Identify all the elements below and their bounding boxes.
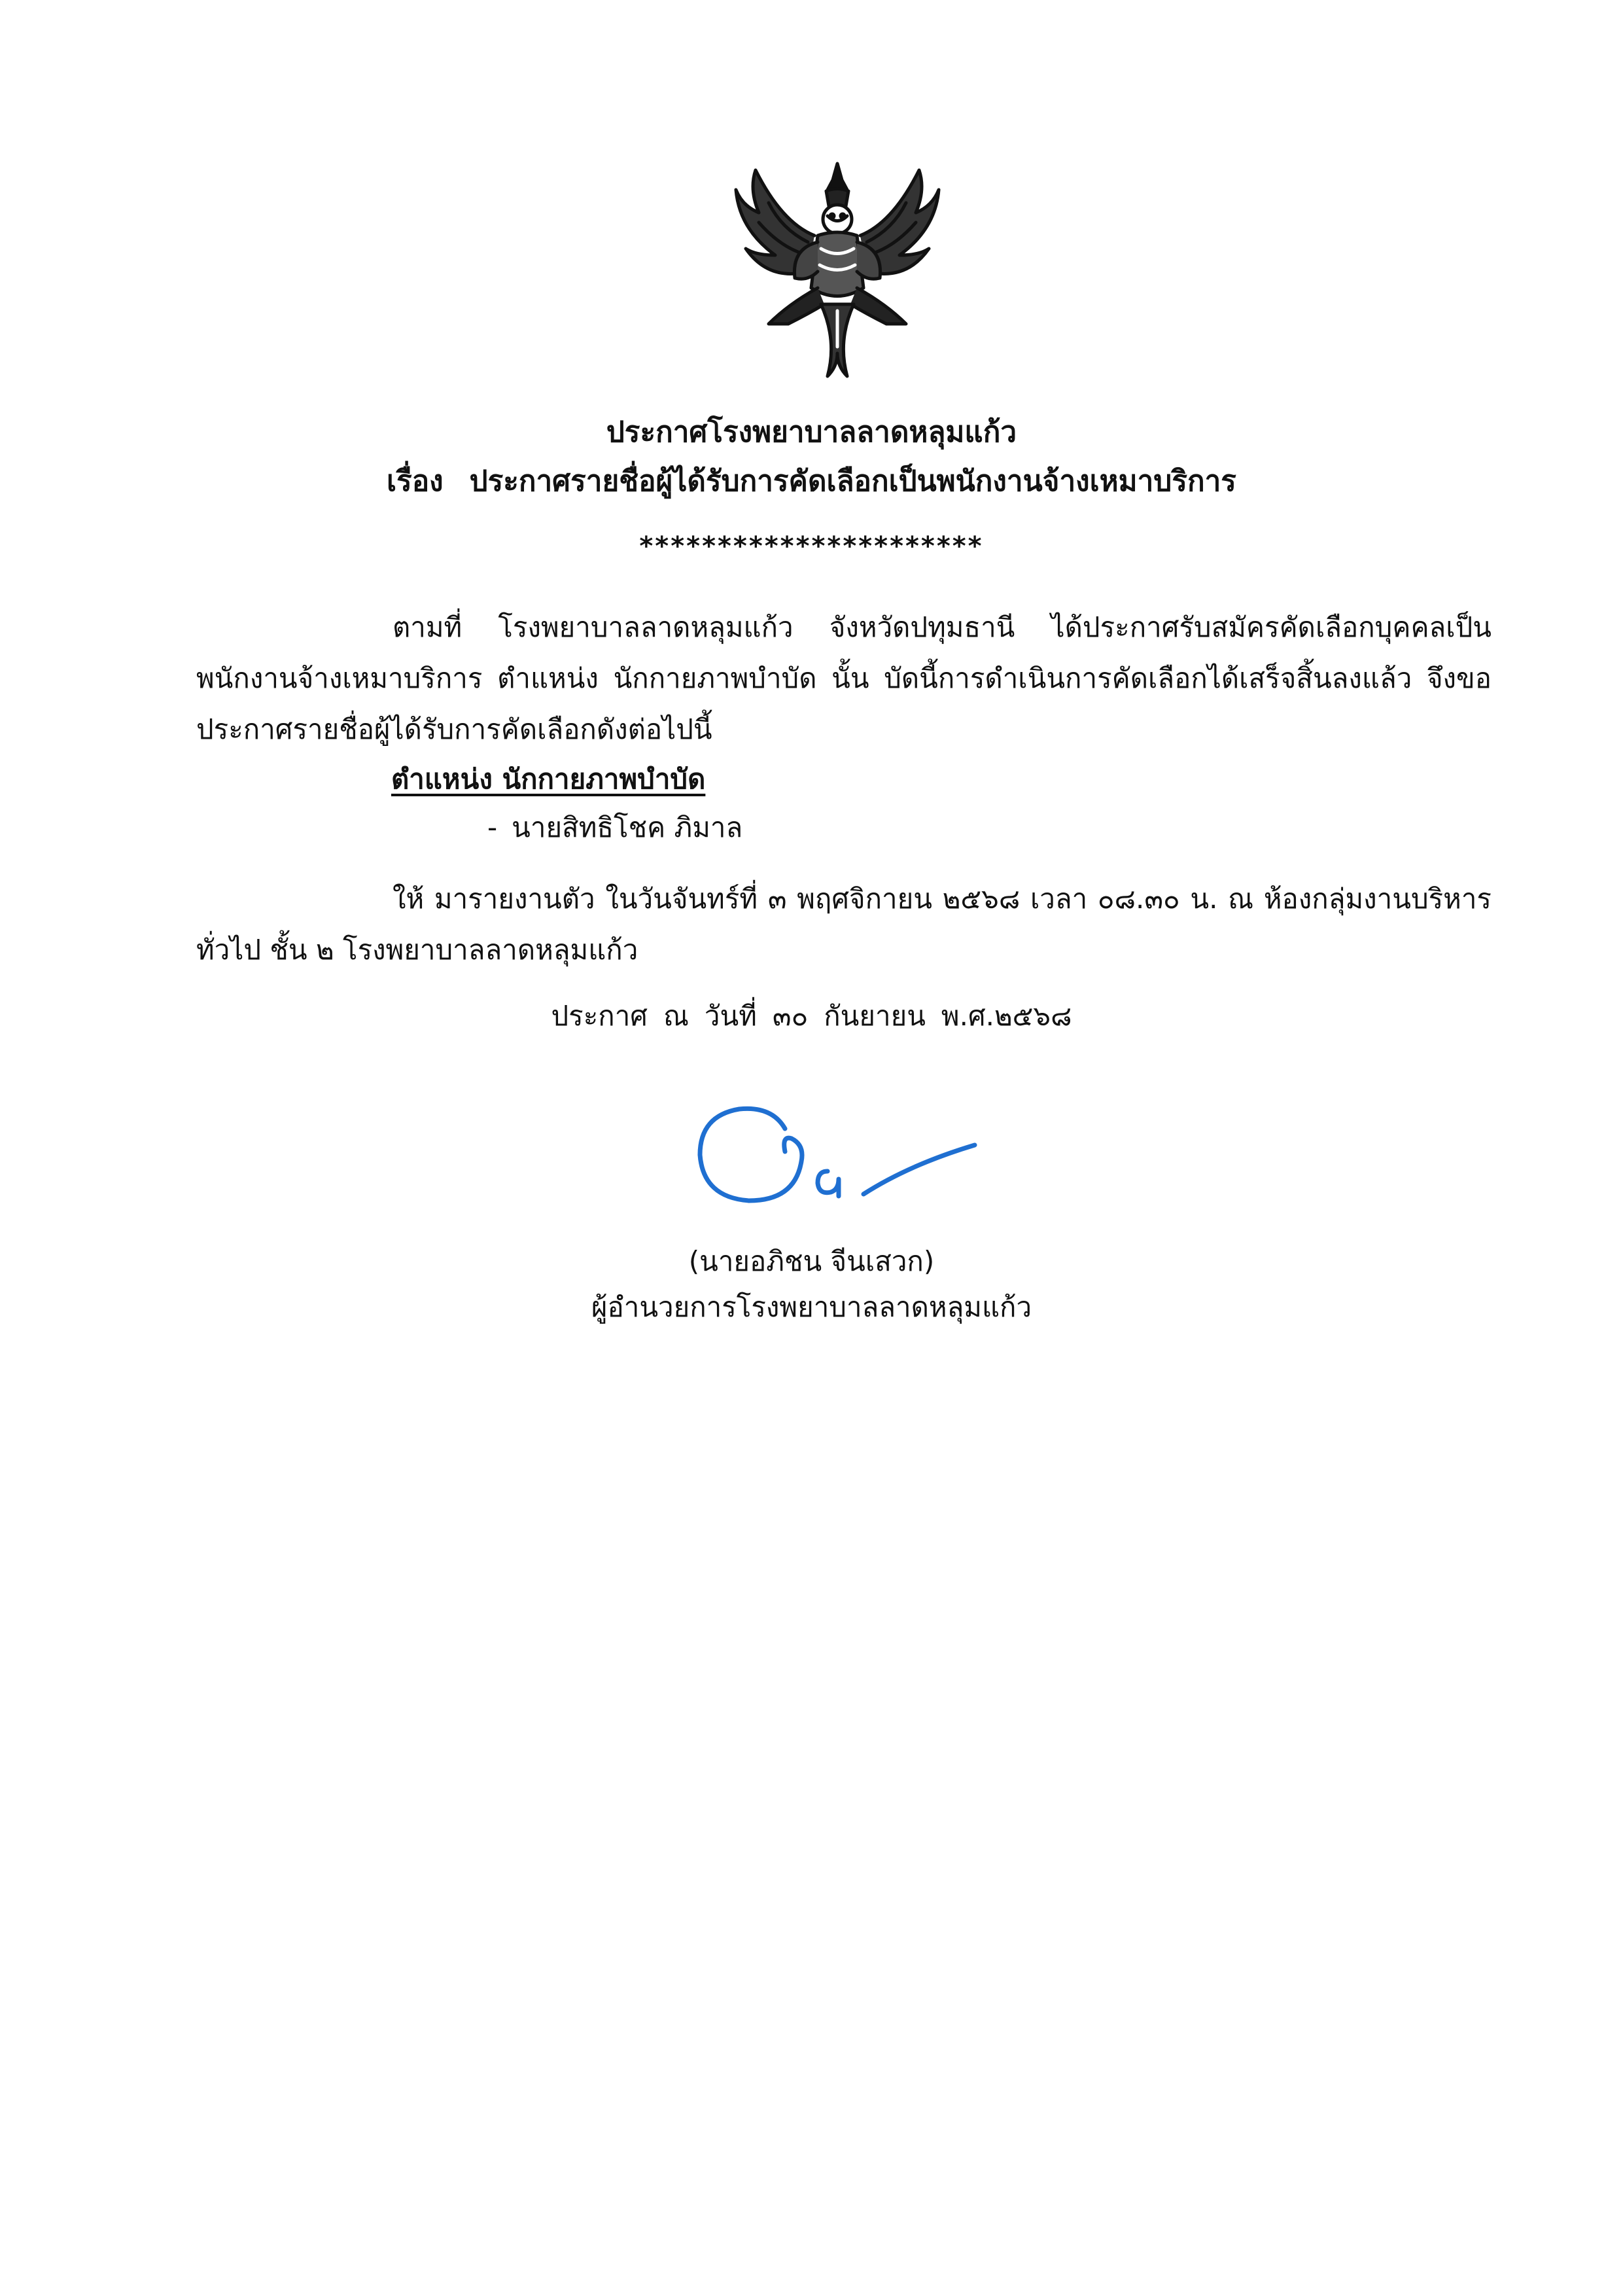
announcement-title: ประกาศโรงพยาบาลลาดหลุมแก้ว (606, 415, 1017, 449)
list-bullet: - (487, 811, 498, 843)
subject-text: ประกาศรายชื่อผู้ได้รับการคัดเลือกเป็นพนักงานจ้างเหมาบริการ (469, 465, 1236, 498)
position-heading: ตำแหน่ง นักกายภาพบำบัด (391, 763, 706, 795)
date-year: พ.ศ.๒๕๖๘ (941, 1000, 1072, 1032)
announce-at: ณ (663, 1000, 689, 1032)
subject-label: เรื่อง (387, 465, 444, 498)
date-day: ๓๐ (772, 1000, 809, 1032)
announce-prefix: ประกาศ (551, 1000, 648, 1032)
signer-title: ผู้อำนวยการโรงพยาบาลลาดหลุมแก้ว (591, 1291, 1032, 1323)
selected-person-name: นายสิทธิโชค ภิมาล (512, 811, 743, 843)
date-month: กันยายน (824, 1000, 926, 1032)
signer-name: (นายอภิชน จีนเสวก) (688, 1245, 935, 1277)
body-paragraph-1: ตามที่ โรงพยาบาลลาดหลุมแก้ว จังหวัดปทุมธานี ได้ประกาศรับสมัครคัดเลือกบุคคลเป็นพนักงานจ้างเหมาบริการ ตำแหน่ง นักกายภาพบำบัด นั้น บัดนี้การดำเนินการคัดเลือกได้เสร็จสิ้นลงแล้ว จึงขอประกาศรายชื่อผู้ได้รับการคัดเลือกดังต่อไปนี้ (196, 611, 1492, 745)
separator-line: ********************** (639, 531, 984, 561)
date-label: วันที่ (704, 1000, 757, 1032)
signature-image (687, 1093, 988, 1224)
announcement-subject (0, 458, 1623, 504)
garuda-emblem-icon (729, 150, 945, 386)
list-item (487, 806, 742, 849)
announcement-date (0, 995, 1623, 1038)
body-paragraph-2: ให้ มารายงานตัว ในวันจันทร์ที่ ๓ พฤศจิกายน ๒๕๖๘ เวลา ๐๘.๓๐ น. ณ ห้องกลุ่มงานบริหารทั่วไป ชั้น ๒ โรงพยาบาลลาดหลุมแก้ว (196, 883, 1492, 966)
